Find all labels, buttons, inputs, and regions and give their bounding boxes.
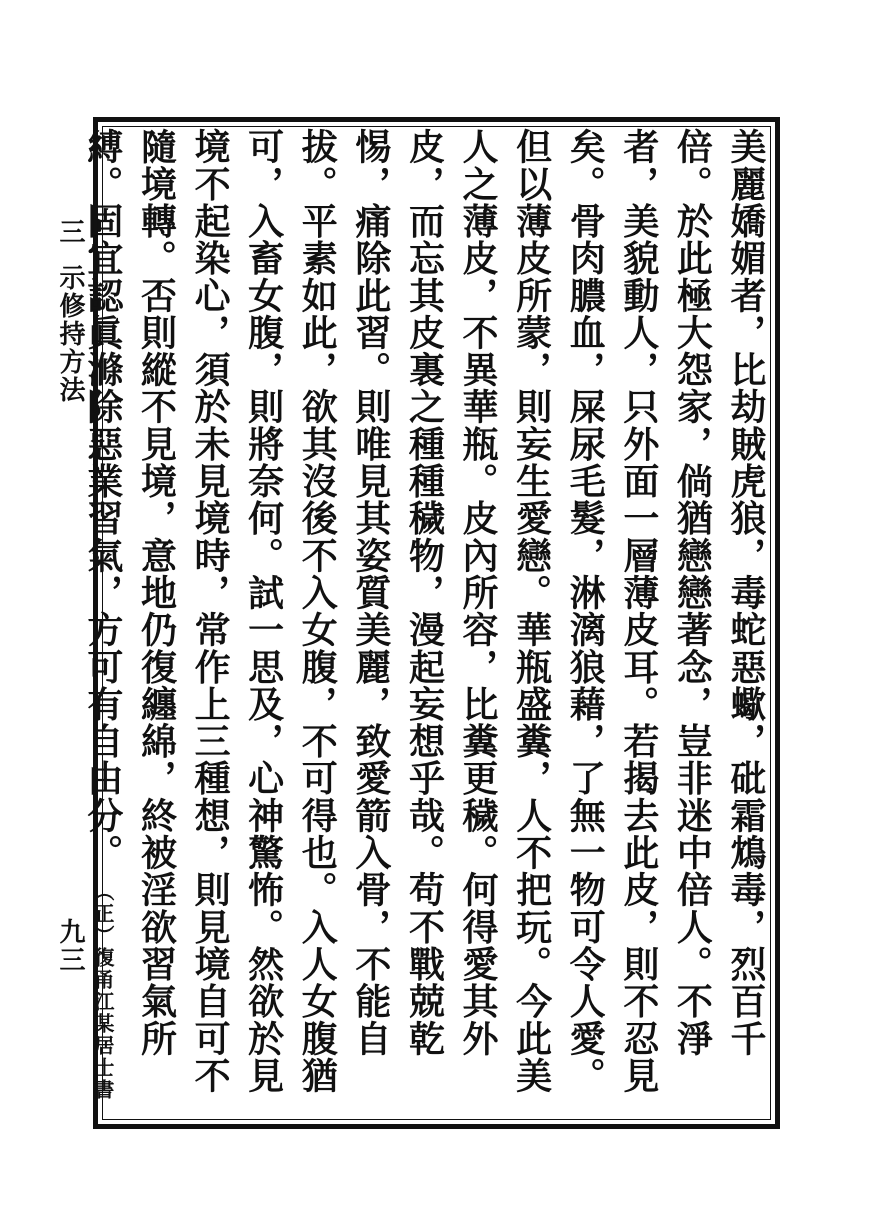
section-title: 示修持方法: [55, 264, 85, 404]
page-number: 九三: [55, 918, 85, 974]
body-paragraph: 美麗嬌媚者，比劫賊虎狼，毒蛇惡蠍，砒霜鴆毒，烈百千倍。於此極大怨家，倘猶戀戀著念，豈非迷中倍人。不淨者，美貌動人，只外面一層薄皮耳。若揭去此皮，則不忍見矣。骨肉膿血，屎尿毛髮，淋漓狼藉，了無一物可令人愛。但以薄皮所蒙，則妄生愛戀。華瓶盛糞，人不把玩。今此美人之薄皮，不異華瓶。皮內所容，比糞更穢。何得愛其外皮，而忘其皮裏之種種穢物，漫起妄想乎哉。苟不戰兢乾惕，痛除此習。則唯見其姿質美麗，致愛箭入骨，不能自拔。平素如此，欲其沒後不入女腹，不可得也。入人女腹猶可，入畜女腹，則將奈何。試一思及，心神驚怖。然欲於見境不起染心，須於未見境時，常作上三種想，則見境自可不隨境轉。否則縱不見境，意地仍復纏綿，終被淫欲習氣所縛。固宜認眞滌除惡業習氣，方可有自由分。: [81, 128, 767, 1094]
main-text-block: [81, 128, 772, 1118]
chapter-number: 三: [55, 218, 85, 246]
source-attribution: （正）復甬江某居士書: [90, 881, 115, 1101]
